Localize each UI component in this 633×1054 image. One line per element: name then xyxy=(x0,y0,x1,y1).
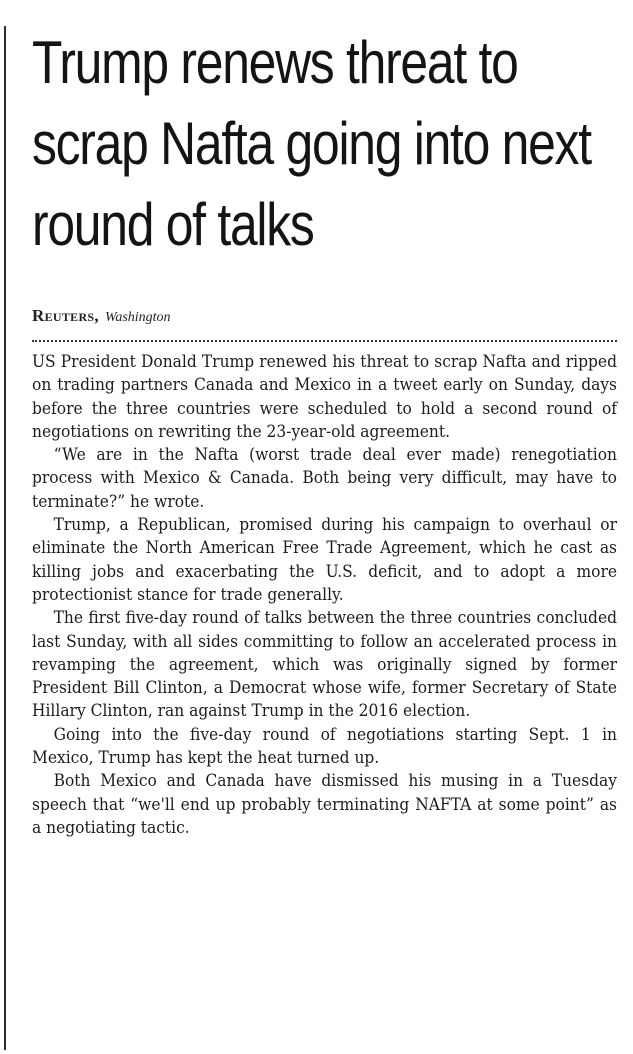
column-rule xyxy=(4,26,6,1050)
headline: Trump renews threat to scrap Nafta going into next round of talks xyxy=(32,29,591,258)
paragraph-5: Going into the five-day round of negotiations starting Sept. 1 in Mexico, Trump has kept the heat turned up. xyxy=(32,724,618,769)
paragraph-2: “We are in the Nafta (worst trade deal ever made) renegotiation process with Mexico & Canada. Both being very difficult, may have to terminate?” he wrote. xyxy=(32,445,618,512)
paragraph-6: Both Mexico and Canada have dismissed his musing in a Tuesday speech that “we'll end up probably terminating NAFTA at some point” as a negotiating tactic. xyxy=(32,771,618,838)
byline-place: Washington xyxy=(104,310,171,325)
article-body xyxy=(32,351,617,840)
byline-agency: Reuters, xyxy=(32,306,99,325)
paragraph-4: The first five-day round of talks between the three countries concluded last Sunday, with all sides committing to follow an accelerated process in revamping the agreement, which was originally signed by former President Bill Clinton, a Democrat whose wife, former Secretary of State Hillary Clinton, ran against Trump in the 2016 election. xyxy=(32,608,618,722)
news-article xyxy=(32,22,617,840)
byline xyxy=(32,306,617,326)
paragraph-1: US President Donald Trump renewed his threat to scrap Nafta and ripped on trading partners Canada and Mexico in a tweet early on Sunday, days before the three countries were scheduled to hold a second round of negotiations on rewriting the 23-year-old agreement. xyxy=(32,352,617,442)
dotted-divider xyxy=(32,340,617,342)
paragraph-3: Trump, a Republican, promised during his campaign to overhaul or eliminate the North American Free Trade Agreement, which he cast as killing jobs and exacerbating the U.S. deficit, and to adopt a more protectionist stance for trade generally. xyxy=(32,515,618,605)
